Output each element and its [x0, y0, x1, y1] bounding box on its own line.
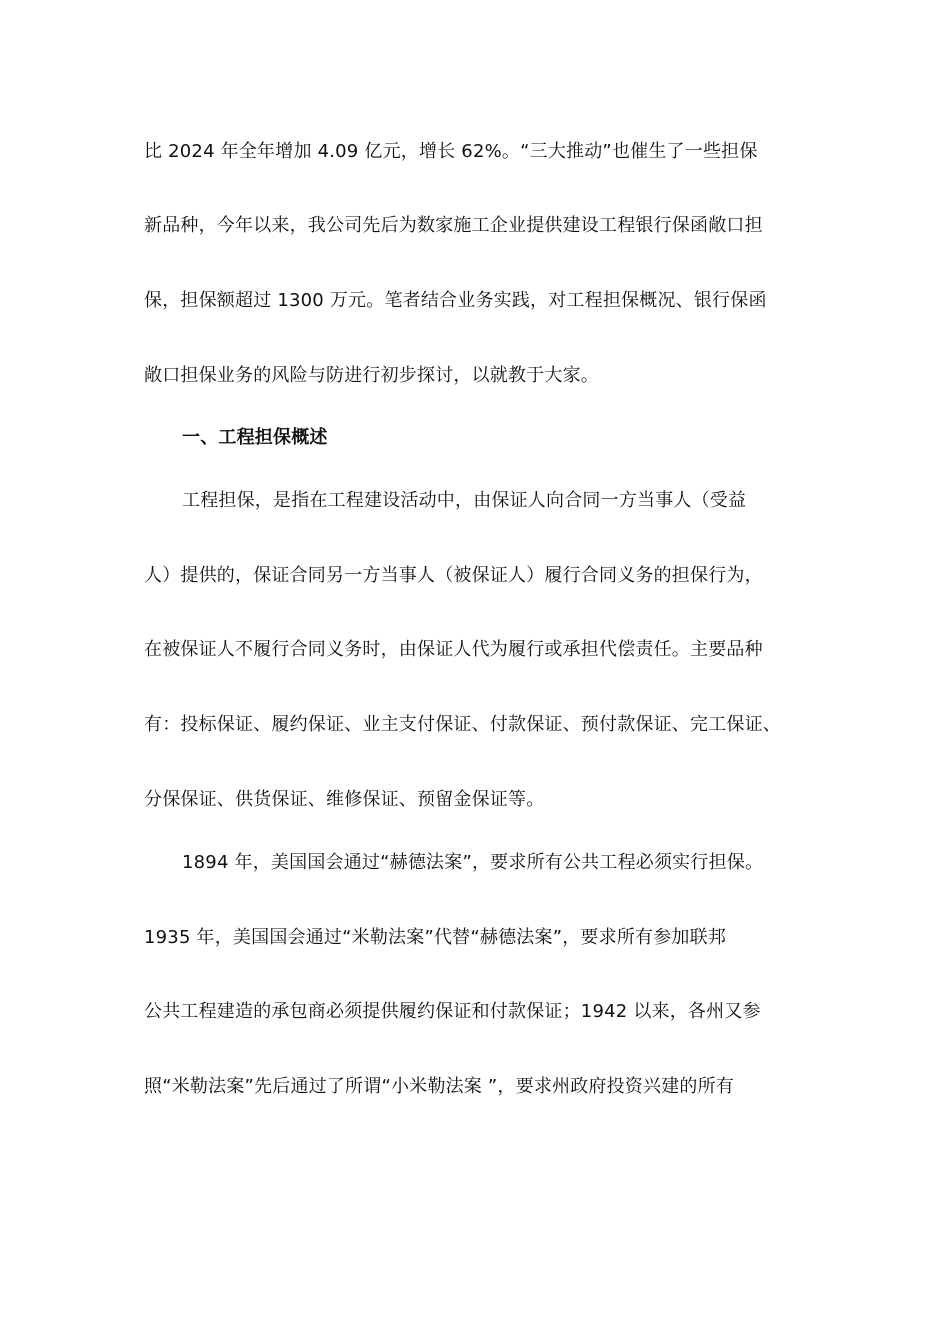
paragraph-line: 人）提供的，保证合同另一方当事人（被保证人）履行合同义务的担保行为，	[144, 565, 763, 586]
paragraph-line: 比 2024 年全年增加 4.09 亿元，增长 62%。“三大推动”也催生了一些担保	[144, 141, 758, 162]
paragraph-line: 有：投标保证、履约保证、业主支付保证、付款保证、预付款保证、完工保证、	[144, 714, 781, 735]
paragraph-line: 敞口担保业务的风险与防进行初步探讨，以就教于大家。	[144, 365, 599, 386]
paragraph-line: 在被保证人不履行合同义务时，由保证人代为履行或承担代偿责任。主要品种	[144, 639, 763, 660]
paragraph-line: 分保保证、供货保证、维修保证、预留金保证等。	[144, 789, 545, 810]
paragraph-line: 新品种，今年以来，我公司先后为数家施工企业提供建设工程银行保函敞口担	[144, 215, 763, 236]
paragraph-line: 保，担保额超过 1300 万元。笔者结合业务实践，对工程担保概况、银行保函	[144, 290, 767, 311]
paragraph-line: 照“米勒法案”先后通过了所谓“小米勒法案 ”，要求州政府投资兴建的所有	[144, 1076, 735, 1097]
paragraph-line: 公共工程建造的承包商必须提供履约保证和付款保证；1942 以来，各州又参	[144, 1001, 761, 1022]
paragraph-line: 1894 年，美国国会通过“赫德法案”，要求所有公共工程必须实行担保。	[182, 852, 764, 873]
paragraph-line: 1935 年，美国国会通过“米勒法案”代替“赫德法案”，要求所有参加联邦	[144, 927, 727, 948]
paragraph-line: 工程担保，是指在工程建设活动中，由保证人向合同一方当事人（受益	[182, 490, 747, 511]
section-heading: 一、工程担保概述	[182, 427, 328, 448]
